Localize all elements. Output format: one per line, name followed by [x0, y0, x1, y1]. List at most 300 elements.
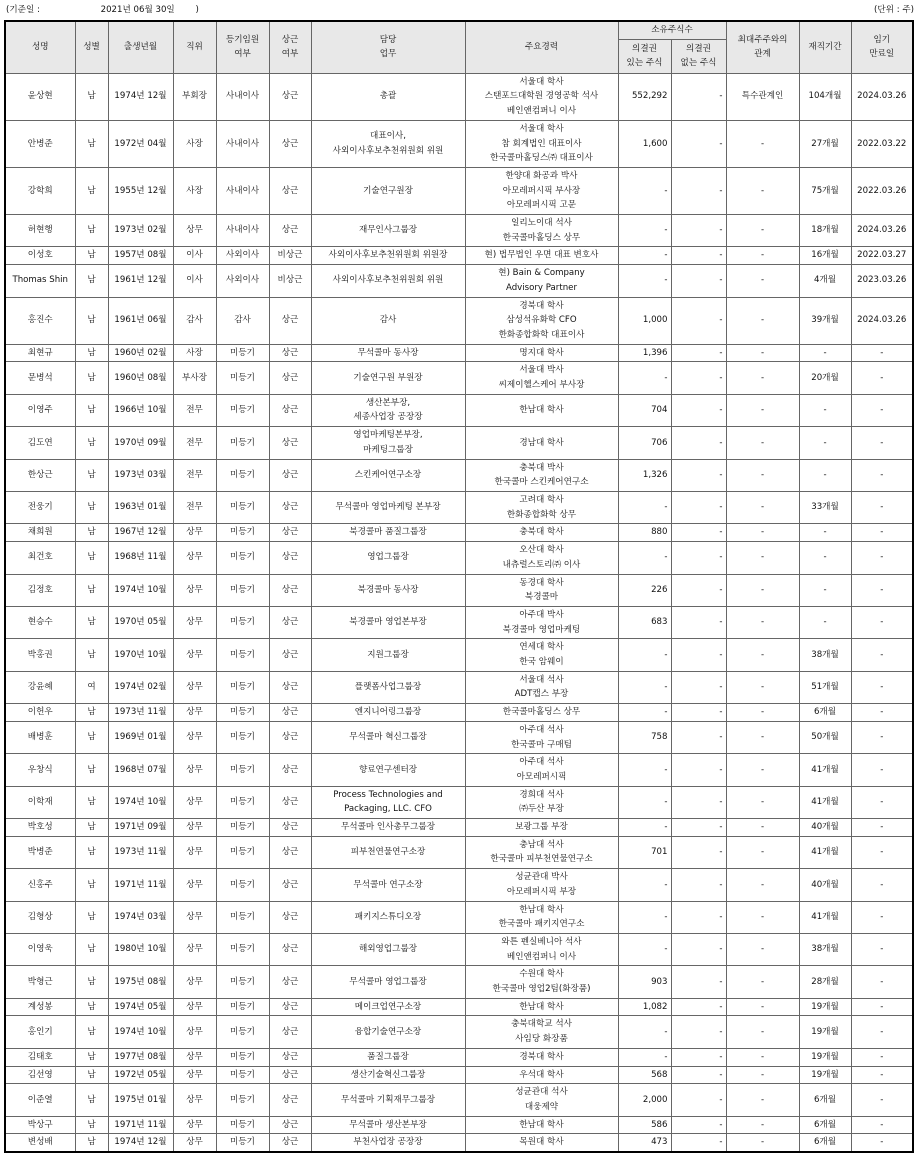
cell-duty: 기술연구원장: [311, 167, 465, 214]
table-row: [5, 524, 913, 542]
cell-relation: -: [726, 998, 799, 1016]
cell-voting-shares: -: [618, 786, 671, 818]
table-row: [5, 639, 913, 671]
cell-sex: 남: [75, 215, 108, 247]
cell-sex: 남: [75, 754, 108, 786]
cell-term-end: 2022.03.22: [851, 120, 913, 167]
cell-sex: 남: [75, 1084, 108, 1116]
cell-sex: 남: [75, 966, 108, 998]
col-relation: 최대주주와의 관계: [726, 21, 799, 73]
cell-term-end: -: [851, 836, 913, 868]
cell-duty: 생산본부장, 세종사업장 공장장: [311, 394, 465, 426]
cell-career: 현) Bain & Company Advisory Partner: [465, 265, 618, 297]
col-nonvoting-shares: 의결권 없는 주식: [671, 39, 726, 73]
cell-position: 상무: [173, 966, 216, 998]
cell-relation: -: [726, 1066, 799, 1084]
table-row: [5, 966, 913, 998]
cell-voting-shares: 1,326: [618, 459, 671, 491]
cell-term-end: -: [851, 362, 913, 394]
cell-career: 일리노이대 석사 한국콜마홀딩스 상무: [465, 215, 618, 247]
cell-term-end: -: [851, 606, 913, 638]
cell-term-end: -: [851, 427, 913, 459]
cell-career: 충남대 석사 한국콜마 피부천연물연구소: [465, 836, 618, 868]
cell-voting-shares: -: [618, 1016, 671, 1048]
cell-position: 이사: [173, 247, 216, 265]
table-row: [5, 491, 913, 523]
cell-career: 한양대 화공과 박사 아모레퍼시픽 부사장 아모레퍼시픽 고문: [465, 167, 618, 214]
cell-registered: 미등기: [216, 491, 269, 523]
cell-term-end: -: [851, 1134, 913, 1152]
cell-fulltime: 상근: [269, 1134, 311, 1152]
cell-voting-shares: -: [618, 1048, 671, 1066]
cell-relation: -: [726, 265, 799, 297]
cell-nonvoting-shares: -: [671, 362, 726, 394]
cell-tenure: -: [799, 574, 851, 606]
cell-birth: 1969년 01월: [108, 721, 173, 753]
table-row: [5, 542, 913, 574]
cell-duty: 지원그룹장: [311, 639, 465, 671]
cell-position: 상무: [173, 1016, 216, 1048]
cell-tenure: 28개월: [799, 966, 851, 998]
cell-voting-shares: -: [618, 167, 671, 214]
cell-relation: -: [726, 836, 799, 868]
cell-tenure: -: [799, 606, 851, 638]
cell-term-end: -: [851, 901, 913, 933]
cell-career: 서울대 학사 참 회계법인 대표이사 한국콜마홀딩스㈜ 대표이사: [465, 120, 618, 167]
cell-tenure: -: [799, 427, 851, 459]
cell-sex: 남: [75, 427, 108, 459]
cell-career: 오산대 학사 내츄럴스토리㈜ 이사: [465, 542, 618, 574]
cell-voting-shares: -: [618, 819, 671, 837]
cell-relation: -: [726, 1048, 799, 1066]
cell-tenure: -: [799, 524, 851, 542]
cell-fulltime: 상근: [269, 344, 311, 362]
cell-term-end: -: [851, 1066, 913, 1084]
cell-fulltime: 상근: [269, 721, 311, 753]
cell-relation: -: [726, 524, 799, 542]
cell-tenure: 50개월: [799, 721, 851, 753]
cell-registered: 미등기: [216, 459, 269, 491]
cell-duty: 부천사업장 공장장: [311, 1134, 465, 1152]
cell-name: 이성호: [5, 247, 75, 265]
cell-position: 부사장: [173, 362, 216, 394]
cell-name: 박병준: [5, 836, 75, 868]
cell-relation: -: [726, 869, 799, 901]
cell-registered: 미등기: [216, 427, 269, 459]
cell-registered: 미등기: [216, 1016, 269, 1048]
cell-fulltime: 상근: [269, 754, 311, 786]
cell-voting-shares: -: [618, 265, 671, 297]
cell-duty: 생산기술혁신그룹장: [311, 1066, 465, 1084]
table-row: [5, 459, 913, 491]
cell-career: 서울대 박사 씨제이헬스케어 부사장: [465, 362, 618, 394]
cell-relation: 특수관계인: [726, 73, 799, 120]
cell-duty: 스킨케어연구소장: [311, 459, 465, 491]
cell-sex: 남: [75, 120, 108, 167]
cell-birth: 1971년 09월: [108, 819, 173, 837]
cell-nonvoting-shares: -: [671, 215, 726, 247]
table-row: [5, 819, 913, 837]
cell-duty: 재무인사그룹장: [311, 215, 465, 247]
cell-duty: 해외영업그룹장: [311, 933, 465, 965]
cell-fulltime: 상근: [269, 704, 311, 722]
cell-sex: 남: [75, 524, 108, 542]
cell-relation: -: [726, 966, 799, 998]
cell-name: 김선영: [5, 1066, 75, 1084]
cell-name: 배병훈: [5, 721, 75, 753]
cell-nonvoting-shares: -: [671, 704, 726, 722]
cell-name: 박홍권: [5, 639, 75, 671]
cell-nonvoting-shares: -: [671, 606, 726, 638]
table-row: [5, 427, 913, 459]
cell-registered: 미등기: [216, 754, 269, 786]
cell-fulltime: 상근: [269, 394, 311, 426]
cell-nonvoting-shares: -: [671, 721, 726, 753]
cell-name: 안병준: [5, 120, 75, 167]
cell-tenure: 19개월: [799, 1016, 851, 1048]
cell-sex: 남: [75, 167, 108, 214]
cell-career: 서울대 학사 스탠포드대학원 경영공학 석사 베인앤컴퍼니 이사: [465, 73, 618, 120]
cell-tenure: 39개월: [799, 297, 851, 344]
cell-voting-shares: 552,292: [618, 73, 671, 120]
cell-nonvoting-shares: -: [671, 542, 726, 574]
cell-position: 부회장: [173, 73, 216, 120]
cell-nonvoting-shares: -: [671, 786, 726, 818]
cell-position: 전무: [173, 459, 216, 491]
cell-duty: 플랫폼사업그룹장: [311, 671, 465, 703]
cell-registered: 미등기: [216, 966, 269, 998]
table-row: [5, 998, 913, 1016]
cell-birth: 1955년 12월: [108, 167, 173, 214]
cell-sex: 여: [75, 671, 108, 703]
cell-position: 상무: [173, 869, 216, 901]
cell-name: 한상근: [5, 459, 75, 491]
cell-sex: 남: [75, 1134, 108, 1152]
cell-voting-shares: 568: [618, 1066, 671, 1084]
cell-term-end: -: [851, 344, 913, 362]
cell-voting-shares: -: [618, 704, 671, 722]
cell-tenure: 41개월: [799, 786, 851, 818]
cell-sex: 남: [75, 606, 108, 638]
cell-position: 상무: [173, 1084, 216, 1116]
cell-birth: 1975년 08월: [108, 966, 173, 998]
cell-nonvoting-shares: -: [671, 247, 726, 265]
cell-relation: -: [726, 1084, 799, 1116]
cell-registered: 사외이사: [216, 247, 269, 265]
cell-voting-shares: 2,000: [618, 1084, 671, 1116]
cell-career: 와튼 펜실베니아 석사 베인앤컴퍼니 이사: [465, 933, 618, 965]
col-tenure: 재직기간: [799, 21, 851, 73]
table-row: [5, 869, 913, 901]
cell-duty: 사외이사후보추천위원회 위원: [311, 265, 465, 297]
cell-term-end: -: [851, 1084, 913, 1116]
cell-birth: 1974년 05월: [108, 998, 173, 1016]
base-date: [6, 3, 199, 17]
cell-name: 강학희: [5, 167, 75, 214]
cell-tenure: 33개월: [799, 491, 851, 523]
cell-sex: 남: [75, 491, 108, 523]
cell-fulltime: 상근: [269, 215, 311, 247]
cell-voting-shares: -: [618, 215, 671, 247]
cell-tenure: 19개월: [799, 1048, 851, 1066]
cell-registered: 미등기: [216, 362, 269, 394]
cell-tenure: 38개월: [799, 933, 851, 965]
cell-term-end: -: [851, 574, 913, 606]
cell-duty: 패키지스튜디오장: [311, 901, 465, 933]
cell-registered: 미등기: [216, 671, 269, 703]
cell-fulltime: 상근: [269, 1016, 311, 1048]
table-row: [5, 836, 913, 868]
cell-duty: 대표이사, 사외이사후보추천위원회 위원: [311, 120, 465, 167]
cell-name: 계성봉: [5, 998, 75, 1016]
cell-name: 허현행: [5, 215, 75, 247]
cell-fulltime: 상근: [269, 297, 311, 344]
cell-voting-shares: 1,600: [618, 120, 671, 167]
cell-sex: 남: [75, 73, 108, 120]
cell-term-end: -: [851, 639, 913, 671]
cell-position: 상무: [173, 542, 216, 574]
cell-tenure: -: [799, 542, 851, 574]
cell-birth: 1968년 11월: [108, 542, 173, 574]
cell-career: 한남대 학사 한국콜마 패키지연구소: [465, 901, 618, 933]
cell-registered: 미등기: [216, 1066, 269, 1084]
cell-nonvoting-shares: -: [671, 394, 726, 426]
cell-career: 한남대 학사: [465, 1116, 618, 1134]
cell-career: 아주대 박사 북경콜마 영업마케팅: [465, 606, 618, 638]
cell-name: 이헌우: [5, 704, 75, 722]
cell-birth: 1961년 06월: [108, 297, 173, 344]
table-row: [5, 215, 913, 247]
cell-fulltime: 상근: [269, 901, 311, 933]
cell-nonvoting-shares: -: [671, 491, 726, 523]
cell-career: 한국콜마홀딩스 상무: [465, 704, 618, 722]
cell-name: 이영욱: [5, 933, 75, 965]
cell-voting-shares: -: [618, 754, 671, 786]
cell-name: 김태호: [5, 1048, 75, 1066]
cell-fulltime: 상근: [269, 542, 311, 574]
cell-sex: 남: [75, 721, 108, 753]
cell-voting-shares: 903: [618, 966, 671, 998]
cell-tenure: 4개월: [799, 265, 851, 297]
cell-voting-shares: 880: [618, 524, 671, 542]
cell-nonvoting-shares: -: [671, 836, 726, 868]
cell-relation: -: [726, 297, 799, 344]
base-date-value: 2021년 06월 30일: [100, 5, 175, 15]
cell-position: 상무: [173, 819, 216, 837]
cell-voting-shares: 1,000: [618, 297, 671, 344]
cell-birth: 1974년 10월: [108, 1016, 173, 1048]
table-row: [5, 344, 913, 362]
cell-birth: 1968년 07월: [108, 754, 173, 786]
cell-tenure: 6개월: [799, 1134, 851, 1152]
cell-fulltime: 상근: [269, 362, 311, 394]
cell-term-end: -: [851, 1016, 913, 1048]
cell-career: 보광그룹 부장: [465, 819, 618, 837]
cell-registered: 사외이사: [216, 265, 269, 297]
table-row: [5, 704, 913, 722]
cell-name: 문병석: [5, 362, 75, 394]
cell-relation: -: [726, 721, 799, 753]
cell-voting-shares: 704: [618, 394, 671, 426]
cell-duty: 향료연구센터장: [311, 754, 465, 786]
cell-birth: 1973년 03월: [108, 459, 173, 491]
cell-name: 최건호: [5, 542, 75, 574]
cell-birth: 1974년 12월: [108, 73, 173, 120]
cell-fulltime: 상근: [269, 1116, 311, 1134]
table-row: [5, 671, 913, 703]
table-row: [5, 754, 913, 786]
cell-name: Thomas Shin: [5, 265, 75, 297]
cell-duty: 무석콜마 연구소장: [311, 869, 465, 901]
cell-term-end: -: [851, 459, 913, 491]
cell-relation: -: [726, 167, 799, 214]
cell-position: 이사: [173, 265, 216, 297]
cell-duty: 융합기술연구소장: [311, 1016, 465, 1048]
cell-nonvoting-shares: -: [671, 459, 726, 491]
table-row: [5, 1016, 913, 1048]
cell-registered: 미등기: [216, 542, 269, 574]
cell-name: 최현규: [5, 344, 75, 362]
cell-registered: 미등기: [216, 901, 269, 933]
col-registered: 등기임원 여부: [216, 21, 269, 73]
cell-career: 우석대 학사: [465, 1066, 618, 1084]
report-header: [6, 3, 914, 17]
cell-voting-shares: -: [618, 869, 671, 901]
cell-fulltime: 비상근: [269, 247, 311, 265]
cell-registered: 미등기: [216, 998, 269, 1016]
cell-voting-shares: -: [618, 933, 671, 965]
col-name: 성명: [5, 21, 75, 73]
cell-birth: 1973년 11월: [108, 704, 173, 722]
cell-sex: 남: [75, 247, 108, 265]
cell-fulltime: 상근: [269, 1048, 311, 1066]
cell-career: 아주대 석사 아모레퍼시픽: [465, 754, 618, 786]
cell-relation: -: [726, 344, 799, 362]
cell-career: 연세대 학사 한국 암웨이: [465, 639, 618, 671]
cell-duty: 기술연구원 부원장: [311, 362, 465, 394]
cell-name: 신홍주: [5, 869, 75, 901]
cell-voting-shares: 758: [618, 721, 671, 753]
cell-fulltime: 상근: [269, 167, 311, 214]
cell-sex: 남: [75, 459, 108, 491]
cell-career: 동경대 학사 북경콜마: [465, 574, 618, 606]
cell-tenure: 20개월: [799, 362, 851, 394]
cell-relation: -: [726, 542, 799, 574]
table-row: [5, 297, 913, 344]
cell-voting-shares: 226: [618, 574, 671, 606]
table-row: [5, 265, 913, 297]
cell-nonvoting-shares: -: [671, 574, 726, 606]
cell-voting-shares: -: [618, 491, 671, 523]
cell-position: 상무: [173, 998, 216, 1016]
cell-nonvoting-shares: -: [671, 1084, 726, 1116]
cell-sex: 남: [75, 265, 108, 297]
cell-registered: 사내이사: [216, 120, 269, 167]
cell-voting-shares: -: [618, 542, 671, 574]
cell-relation: -: [726, 1134, 799, 1152]
cell-relation: -: [726, 704, 799, 722]
cell-fulltime: 상근: [269, 819, 311, 837]
cell-birth: 1973년 11월: [108, 836, 173, 868]
table-header: [5, 21, 913, 73]
cell-fulltime: 상근: [269, 639, 311, 671]
cell-fulltime: 상근: [269, 574, 311, 606]
table-row: [5, 901, 913, 933]
cell-relation: -: [726, 1116, 799, 1134]
cell-fulltime: 상근: [269, 836, 311, 868]
cell-birth: 1960년 08월: [108, 362, 173, 394]
cell-nonvoting-shares: -: [671, 265, 726, 297]
cell-birth: 1972년 05월: [108, 1066, 173, 1084]
cell-relation: -: [726, 933, 799, 965]
cell-career: 경북대 학사: [465, 1048, 618, 1066]
cell-sex: 남: [75, 869, 108, 901]
cell-relation: -: [726, 491, 799, 523]
cell-term-end: 2024.03.26: [851, 297, 913, 344]
cell-birth: 1970년 05월: [108, 606, 173, 638]
cell-duty: 무석콜마 생산본부장: [311, 1116, 465, 1134]
cell-voting-shares: -: [618, 247, 671, 265]
cell-tenure: -: [799, 344, 851, 362]
cell-position: 상무: [173, 215, 216, 247]
cell-fulltime: 상근: [269, 671, 311, 703]
cell-registered: 미등기: [216, 819, 269, 837]
cell-position: 상무: [173, 786, 216, 818]
cell-fulltime: 상근: [269, 998, 311, 1016]
cell-career: 현) 법무법인 우면 대표 변호사: [465, 247, 618, 265]
cell-duty: 사외이사후보추천위원회 위원장: [311, 247, 465, 265]
cell-voting-shares: 1,082: [618, 998, 671, 1016]
cell-nonvoting-shares: -: [671, 524, 726, 542]
cell-position: 상무: [173, 704, 216, 722]
cell-nonvoting-shares: -: [671, 966, 726, 998]
cell-sex: 남: [75, 704, 108, 722]
cell-duty: 메이크업연구소장: [311, 998, 465, 1016]
cell-name: 이준열: [5, 1084, 75, 1116]
cell-position: 상무: [173, 524, 216, 542]
cell-career: 충북대학교 석사 사임당 화장품: [465, 1016, 618, 1048]
cell-sex: 남: [75, 639, 108, 671]
cell-birth: 1963년 01월: [108, 491, 173, 523]
cell-birth: 1970년 09월: [108, 427, 173, 459]
cell-duty: Process Technologies and Packaging, LLC. CFO: [311, 786, 465, 818]
cell-relation: -: [726, 427, 799, 459]
cell-duty: 무석콜마 혁신그룹장: [311, 721, 465, 753]
cell-nonvoting-shares: -: [671, 1066, 726, 1084]
cell-tenure: 104개월: [799, 73, 851, 120]
cell-birth: 1974년 10월: [108, 786, 173, 818]
table-row: [5, 167, 913, 214]
cell-relation: -: [726, 639, 799, 671]
cell-position: 감사: [173, 297, 216, 344]
cell-duty: 영업그룹장: [311, 542, 465, 574]
cell-duty: 무석콜마 인사총무그룹장: [311, 819, 465, 837]
cell-career: 한남대 학사: [465, 998, 618, 1016]
cell-position: 상무: [173, 1116, 216, 1134]
cell-birth: 1961년 12월: [108, 265, 173, 297]
cell-sex: 남: [75, 574, 108, 606]
table-row: [5, 721, 913, 753]
cell-voting-shares: 586: [618, 1116, 671, 1134]
cell-relation: -: [726, 754, 799, 786]
cell-birth: 1974년 03월: [108, 901, 173, 933]
cell-registered: 미등기: [216, 574, 269, 606]
col-shares: 소유주식수: [618, 21, 726, 39]
cell-voting-shares: -: [618, 639, 671, 671]
cell-nonvoting-shares: -: [671, 1134, 726, 1152]
cell-registered: 미등기: [216, 721, 269, 753]
cell-position: 상무: [173, 671, 216, 703]
